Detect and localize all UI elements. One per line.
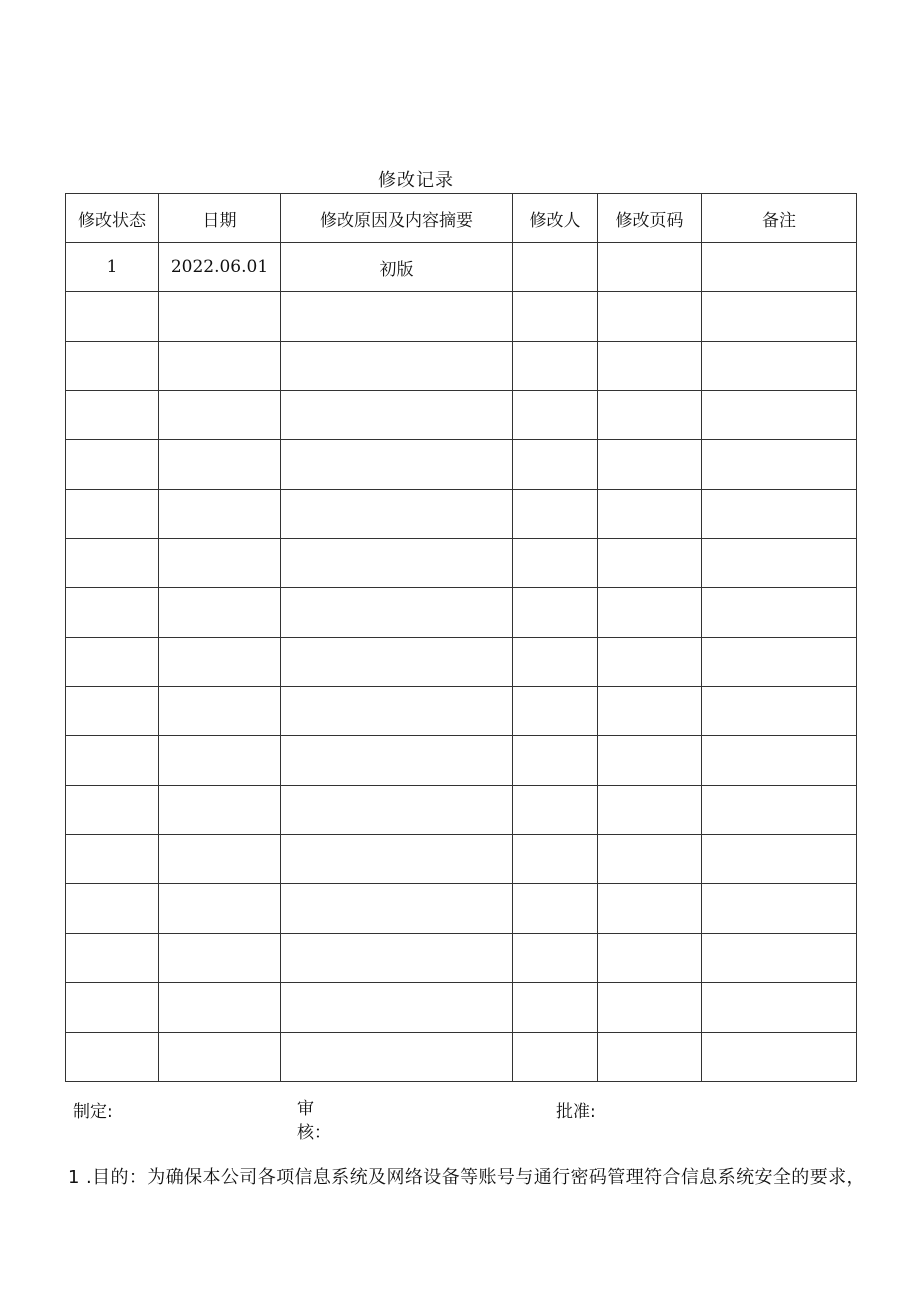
revision-record-table	[65, 193, 857, 1082]
cell-editor	[513, 243, 598, 292]
cell-pages	[598, 243, 702, 292]
cell-reason	[281, 687, 513, 736]
cell-reason	[281, 933, 513, 982]
cell-notes	[702, 736, 857, 785]
cell-editor	[513, 391, 598, 440]
cell-notes	[702, 1032, 857, 1082]
cell-pages	[598, 539, 702, 588]
table-row	[66, 933, 857, 982]
cell-date	[159, 489, 281, 538]
cell-notes	[702, 835, 857, 884]
review-line-1: 审	[297, 1099, 314, 1119]
cell-status	[66, 292, 159, 341]
cell-notes	[702, 341, 857, 390]
cell-editor	[513, 1032, 598, 1082]
cell-editor	[513, 440, 598, 489]
table-row	[66, 440, 857, 489]
cell-pages	[598, 637, 702, 686]
table-row	[66, 736, 857, 785]
cell-notes	[702, 440, 857, 489]
cell-pages	[598, 687, 702, 736]
table-row	[66, 785, 857, 834]
header-pages: 修改页码	[598, 194, 702, 243]
cell-notes	[702, 933, 857, 982]
cell-status	[66, 736, 159, 785]
cell-notes	[702, 292, 857, 341]
cell-notes	[702, 588, 857, 637]
cell-pages	[598, 983, 702, 1032]
table-row	[66, 835, 857, 884]
cell-editor	[513, 292, 598, 341]
record-title: 修改记录	[378, 170, 454, 191]
cell-reason	[281, 835, 513, 884]
cell-date	[159, 440, 281, 489]
cell-status	[66, 539, 159, 588]
cell-status	[66, 835, 159, 884]
cell-status	[66, 1032, 159, 1082]
header-reason: 修改原因及内容摘要	[281, 194, 513, 243]
cell-editor	[513, 736, 598, 785]
cell-reason	[281, 341, 513, 390]
table-row	[66, 243, 857, 292]
table-row	[66, 489, 857, 538]
cell-status	[66, 588, 159, 637]
cell-notes	[702, 785, 857, 834]
cell-date	[159, 1032, 281, 1082]
approved-by-label: 批准:	[556, 1102, 596, 1122]
cell-reason	[281, 292, 513, 341]
table-row	[66, 588, 857, 637]
cell-pages	[598, 835, 702, 884]
cell-editor	[513, 785, 598, 834]
header-date: 日期	[159, 194, 281, 243]
cell-editor	[513, 933, 598, 982]
cell-status	[66, 884, 159, 933]
reviewed-by-label	[297, 1097, 331, 1145]
cell-editor	[513, 341, 598, 390]
cell-editor	[513, 983, 598, 1032]
header-status: 修改状态	[66, 194, 159, 243]
cell-status	[66, 341, 159, 390]
cell-editor	[513, 835, 598, 884]
cell-status	[66, 983, 159, 1032]
cell-reason	[281, 391, 513, 440]
cell-status: 1	[66, 243, 159, 292]
cell-status	[66, 440, 159, 489]
cell-pages	[598, 736, 702, 785]
table-header-row	[66, 194, 857, 243]
cell-reason	[281, 983, 513, 1032]
cell-date	[159, 539, 281, 588]
header-notes: 备注	[702, 194, 857, 243]
header-editor: 修改人	[513, 194, 598, 243]
cell-date	[159, 736, 281, 785]
cell-date	[159, 637, 281, 686]
cell-pages	[598, 292, 702, 341]
cell-editor	[513, 489, 598, 538]
cell-reason	[281, 440, 513, 489]
cell-pages	[598, 1032, 702, 1082]
table-row	[66, 884, 857, 933]
table-row	[66, 292, 857, 341]
cell-date	[159, 588, 281, 637]
cell-date	[159, 341, 281, 390]
table-row	[66, 637, 857, 686]
cell-reason	[281, 1032, 513, 1082]
cell-reason	[281, 588, 513, 637]
cell-pages	[598, 588, 702, 637]
cell-status	[66, 785, 159, 834]
cell-status	[66, 687, 159, 736]
cell-notes	[702, 243, 857, 292]
table-row	[66, 983, 857, 1032]
cell-status	[66, 391, 159, 440]
cell-status	[66, 489, 159, 538]
cell-date	[159, 391, 281, 440]
cell-notes	[702, 983, 857, 1032]
cell-reason	[281, 785, 513, 834]
cell-date: 2022.06.01	[159, 243, 281, 292]
table-row	[66, 539, 857, 588]
made-by-label: 制定:	[73, 1102, 113, 1122]
cell-pages	[598, 391, 702, 440]
cell-date	[159, 292, 281, 341]
cell-notes	[702, 391, 857, 440]
cell-notes	[702, 687, 857, 736]
table-row	[66, 391, 857, 440]
cell-pages	[598, 785, 702, 834]
cell-date	[159, 785, 281, 834]
cell-editor	[513, 884, 598, 933]
table-row	[66, 687, 857, 736]
cell-editor	[513, 588, 598, 637]
cell-notes	[702, 539, 857, 588]
cell-reason	[281, 736, 513, 785]
cell-editor	[513, 687, 598, 736]
cell-editor	[513, 637, 598, 686]
cell-notes	[702, 637, 857, 686]
cell-reason: 初版	[281, 243, 513, 292]
table-row	[66, 341, 857, 390]
cell-pages	[598, 440, 702, 489]
cell-editor	[513, 539, 598, 588]
cell-date	[159, 983, 281, 1032]
review-line-2: 核：	[297, 1123, 331, 1143]
purpose-paragraph: 1 .目的：为确保本公司各项信息系统及网络设备等账号与通行密码管理符合信息系统安全的要求，	[68, 1167, 865, 1188]
cell-date	[159, 933, 281, 982]
cell-status	[66, 933, 159, 982]
table-row	[66, 1032, 857, 1082]
cell-notes	[702, 489, 857, 538]
cell-reason	[281, 539, 513, 588]
cell-pages	[598, 341, 702, 390]
cell-notes	[702, 884, 857, 933]
cell-date	[159, 884, 281, 933]
cell-date	[159, 835, 281, 884]
cell-reason	[281, 637, 513, 686]
cell-date	[159, 687, 281, 736]
cell-pages	[598, 489, 702, 538]
cell-pages	[598, 884, 702, 933]
cell-pages	[598, 933, 702, 982]
cell-reason	[281, 884, 513, 933]
cell-reason	[281, 489, 513, 538]
cell-status	[66, 637, 159, 686]
